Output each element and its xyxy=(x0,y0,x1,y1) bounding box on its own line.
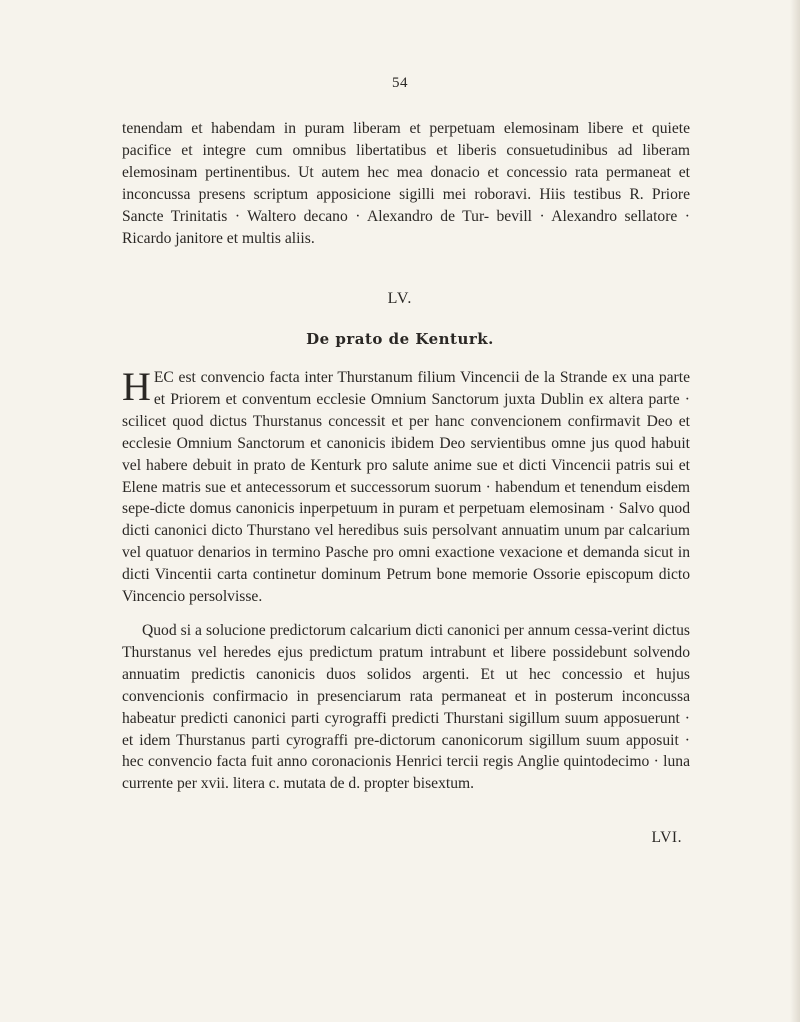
charter-second-text: Quod si a solucione predictorum calcarium dicti canonici per annum cessa-verint dictus Thurstanus vel heredes ejus predictum pratum intrabunt et libere possidebunt solvendo annuatim predictis canonicis duos solidos argenti. Et ut hec concessio et hujus convencionis confirmacio in presenciarum rata permaneat et in posterum inconcussa habeatur predicti canonici parti cyrograffi predicti Thurstani sigillum suum apposuerunt · et idem Thurstanus parti cyrograffi pre-dictorum canonicorum sigillum suum apposuit · hec convencio facta fuit anno coronacionis Henrici tercii regis Anglie quintodecimo · luna currente per xvii. litera c. mutata de d. propter bisextum. xyxy=(122,622,690,793)
text-line: tenendam et habendam in puram liberam et perpetuam elemosinam libere et xyxy=(122,120,644,137)
page-edge-shadow xyxy=(790,0,800,1022)
text-line: ad liberam elemosinam pertinentibus. Ut autem hec mea donacio et concessio xyxy=(122,141,690,181)
text-line: bevill · Alexandro sellatore · Ricardo janitore et multis aliis. xyxy=(122,207,690,247)
text-line: Hiis testibus R. Priore Sancte Trinitatis · Waltero decano · Alexandro de Tur- xyxy=(122,185,691,225)
catchword: LVI. xyxy=(651,829,682,846)
text-line: rata permaneat et inconcussa presens scriptum apposicione sigilli mei roboravi. xyxy=(122,163,690,203)
continuation-paragraph xyxy=(122,118,690,249)
charter-opening-paragraph xyxy=(122,364,690,608)
charter-second-paragraph xyxy=(122,620,690,795)
text-line: quiete pacifice et integre cum omnibus libertatibus et liberis consuetudinibus xyxy=(122,120,690,159)
drop-cap: H xyxy=(122,364,151,409)
charter-heading: De prato de Kenturk. xyxy=(306,330,494,348)
page-number: 54 xyxy=(392,75,408,91)
charter-number: LV. xyxy=(387,290,413,307)
charter-opening-text: EC est convencio facta inter Thurstanum filium Vincencii de la Strande ex una parte et Priorem et conventum ecclesie Omnium Sanctorum juxta Dublin ex altera parte · scilicet quod dictus Thurstanus concessit et per hanc convencionem confirmavit Deo et ecclesie Omnium Sanctorum et canonicis ibidem Deo servientibus omne jus quod habuit vel habere debuit in prato de Kenturk pro salute anime sue et dicti Vincencii patris sui et Elene matris sue et antecessorum et successorum suorum · habendum et tenendum eisdem sepe-dicte domus canonicis inperpetuum in puram et perpetuam elemosinam · Salvo quod dicti canonici dicto Thurstano vel heredibus suis persolvant annuatim unum par calcarium vel quatuor denarios in termino Pasche pro omni exactione vexacione et demanda sicut in dicti Vincentii carta continetur dominum Petrum bone memorie Ossorie episcopum dicto Vincencio persolvisse. xyxy=(122,369,690,606)
